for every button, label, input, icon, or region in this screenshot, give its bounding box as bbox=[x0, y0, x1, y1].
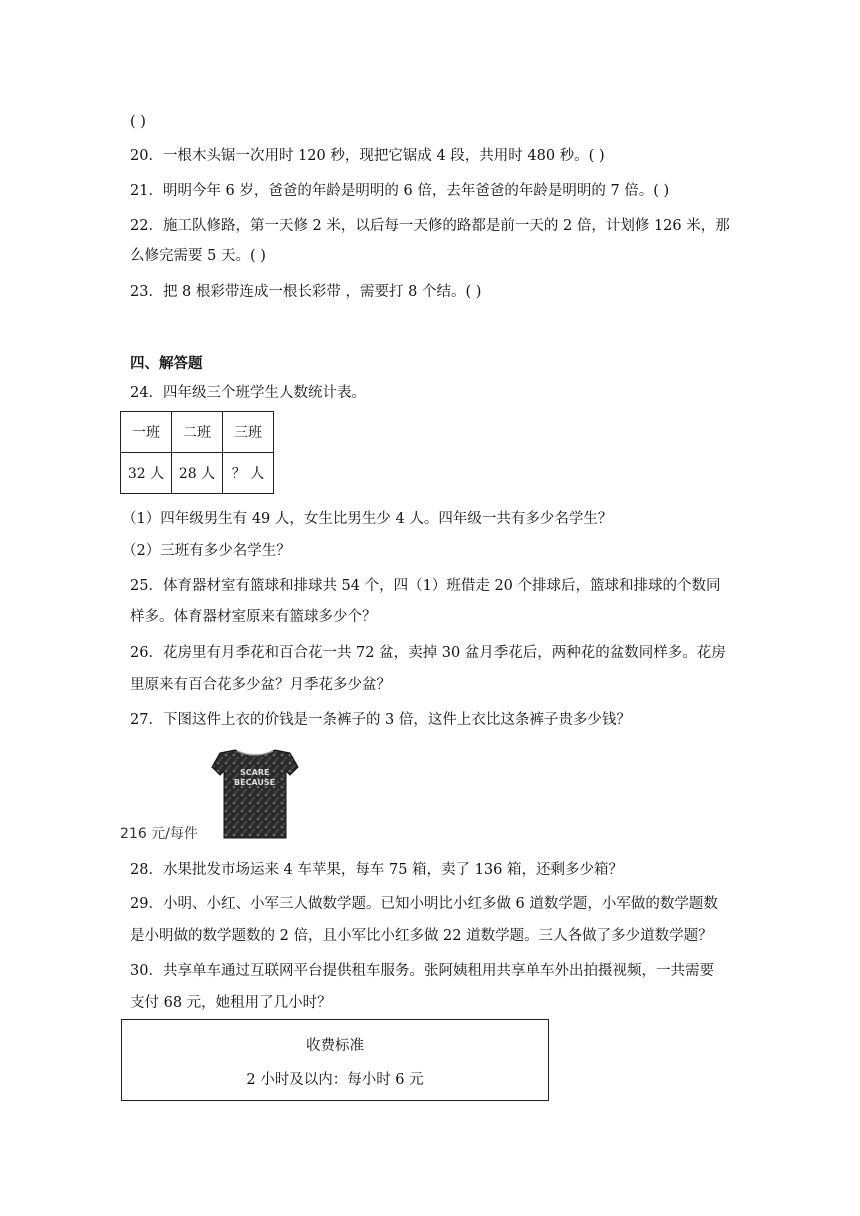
fee-standard-box bbox=[121, 1019, 549, 1101]
fee-title: 收费标准 bbox=[306, 1038, 364, 1054]
table-header-cell: 三班 bbox=[223, 412, 274, 453]
question-29-line1: 29．小明、小红、小军三人做数学题。已知小明比小红多做 6 道数学题，小军做的数学题数 bbox=[130, 896, 718, 912]
question-28: 28．水果批发市场运来 4 车苹果，每车 75 箱，卖了 136 箱，还剩多少箱？ bbox=[130, 862, 623, 878]
svg-text:BECAUSE: BECAUSE bbox=[234, 778, 276, 787]
question-26-line1: 26．花房里有月季花和百合花一共 72 盆，卖掉 30 盆月季花后，两种花的盆数同样多。花房 bbox=[130, 645, 726, 661]
tshirt-figure bbox=[120, 745, 320, 845]
question-27: 27．下图这件上衣的价钱是一条裤子的 3 倍，这件上衣比这条裤子贵多少钱？ bbox=[130, 712, 631, 728]
section-title: 四、解答题 bbox=[130, 355, 203, 372]
judge-line-blank: ( ) bbox=[130, 114, 146, 130]
table-cell: ？ 人 bbox=[223, 453, 274, 494]
question-21: 21．明明今年 6 岁，爸爸的年龄是明明的 6 倍，去年爸爸的年龄是明明的 7 倍。( ) bbox=[130, 183, 670, 199]
price-label: 216 元/每件 bbox=[120, 826, 198, 842]
question-22-line2: 么修完需要 5 天。( ) bbox=[130, 248, 266, 264]
question-22-line1: 22．施工队修路，第一天修 2 米，以后每一天修的路都是前一天的 2 倍，计划修 126 米，那 bbox=[130, 218, 730, 234]
svg-text:SCARE: SCARE bbox=[240, 768, 270, 777]
question-25-line1: 25．体育器材室有篮球和排球共 54 个，四（1）班借走 20 个排球后，篮球和排球的个数同 bbox=[130, 578, 721, 594]
question-24-sub1: （1）四年级男生有 49 人，女生比男生少 4 人。四年级一共有多少名学生？ bbox=[122, 511, 613, 527]
question-25-line2: 样多。体育器材室原来有篮球多少个？ bbox=[130, 609, 377, 625]
question-23: 23．把 8 根彩带连成一根长彩带 ，需要打 8 个结。( ) bbox=[130, 284, 482, 300]
question-30-line1: 30．共享单车通过互联网平台提供租车服务。张阿姨租用共享单车外出拍摄视频，一共需要 bbox=[130, 963, 714, 979]
fee-rule: 2 小时及以内：每小时 6 元 bbox=[246, 1072, 424, 1088]
table-row bbox=[121, 453, 274, 494]
question-29-line2: 是小明做的数学题数的 2 倍，且小军比小红多做 22 道数学题。三人各做了多少道数学题？ bbox=[130, 928, 713, 944]
question-20: 20．一根木头锯一次用时 120 秒，现把它锯成 4 段，共用时 480 秒。( ) bbox=[130, 148, 605, 164]
table-cell: 28 人 bbox=[172, 453, 223, 494]
class-count-table bbox=[120, 411, 274, 494]
question-24-title: 24．四年级三个班学生人数统计表。 bbox=[130, 385, 366, 401]
question-24-sub2: （2）三班有多少名学生？ bbox=[122, 543, 291, 559]
question-26-line2: 里原来有百合花多少盆？月季花多少盆？ bbox=[130, 677, 391, 693]
question-30-line2: 支付 68 元，她租用了几小时？ bbox=[130, 995, 332, 1011]
table-row bbox=[121, 412, 274, 453]
table-cell: 32 人 bbox=[121, 453, 172, 494]
table-header-cell: 二班 bbox=[172, 412, 223, 453]
table-header-cell: 一班 bbox=[121, 412, 172, 453]
